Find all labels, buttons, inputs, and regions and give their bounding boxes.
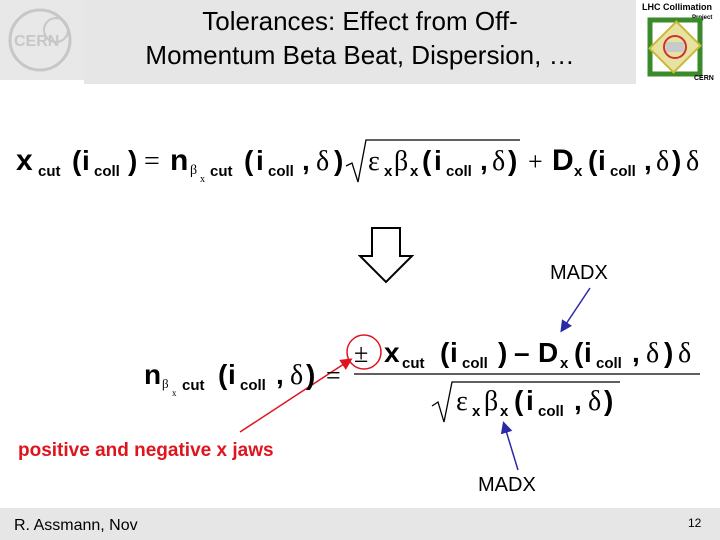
eq1-beta-x: x [410,163,419,180]
eq2-delta-3: δ [678,338,692,369]
footer-author: R. Assmann, Nov [14,517,138,534]
eq2-paren-close-4: ) [604,385,614,416]
eq2-cut-sub: cut [182,377,205,394]
eq1-paren-open-3: ( [422,145,432,176]
eq2-comma-2: , [632,337,640,368]
eq2-i: i [228,359,236,390]
eq1-comma: , [302,145,310,176]
eq2-delta: δ [290,360,304,391]
eq2-D-x-sub: x [560,355,569,372]
lhc-logo-line-2: Project [692,15,713,21]
eq2-minus: – [514,337,530,368]
eq2-x: x [384,337,400,368]
eq1-eps-x-sub: x [384,163,393,180]
lhc-logo-line-3: CERN [694,75,714,82]
eq2-coll-sub-4: coll [538,403,564,420]
eq1-delta-4: δ [686,146,700,177]
madx-top-arrow [562,288,590,330]
equation-bottom [0,330,720,430]
eq2-paren-open-2: ( [440,337,450,368]
eq2-paren-open-4: ( [514,385,524,416]
eq1-n: n [170,144,189,177]
eq1-equals: = [144,146,160,177]
eq2-plus-minus: ± [354,339,369,368]
page-number: 12 [688,516,702,530]
eq2-coll-sub-3: coll [596,355,622,372]
eq2-paren-close-3: ) [664,337,674,368]
eq1-paren-open-2: ( [244,145,254,176]
title-line-2: Momentum Beta Beat, Dispersion, … [145,40,575,70]
eq1-comma-3: , [644,145,652,176]
eq2-beta-sub: β [162,376,169,391]
eq2-paren-open: ( [218,359,228,390]
lhc-logo-line-1: LHC Collimation [642,2,712,12]
eq2-beta: β [484,386,499,417]
eq2-comma-3: , [574,385,582,416]
eq2-coll-sub: coll [240,377,266,394]
eq2-beta-x: x [500,403,509,420]
eq2-n: n [144,359,162,390]
eq2-D: D [538,337,559,368]
title-line-1: Tolerances: Effect from Off- [202,6,518,36]
jaws-note: positive and negative x jaws [18,440,274,461]
eq1-paren-close-2: ) [334,145,344,176]
cern-logo-text: CERN [14,33,60,50]
eq2-i-4: i [526,385,534,416]
eq1-delta-3: δ [656,146,670,177]
eq2-paren-close: ) [306,359,316,390]
eq1-epsilon: ε [368,146,380,177]
eq2-eps-x-sub: x [472,403,481,420]
madx-label-bottom: MADX [478,474,536,496]
eq2-epsilon: ε [456,386,468,417]
eq2-beta-x-sub: x [172,388,177,398]
eq2-delta-2: δ [646,338,660,369]
eq1-D: D [552,144,574,177]
eq1-beta-x-sub: x [200,174,205,185]
eq1-D-x-sub: x [574,163,583,180]
eq2-i-3: i [584,337,592,368]
eq1-i-2: i [256,145,264,176]
eq1-beta: β [394,146,409,177]
eq1-beta-sub: β [190,163,198,178]
eq1-paren-open: ( [72,145,82,176]
eq1-paren-close-4: ) [672,145,682,176]
eq1-cut-sub: cut [38,163,61,180]
madx-bottom-arrow [504,424,518,470]
eq1-delta-2: δ [492,146,506,177]
eq1-comma-2: , [480,145,488,176]
eq2-cut-sub-2: cut [402,355,425,372]
eq2-paren-open-3: ( [574,337,584,368]
eq2-delta-4: δ [588,386,602,417]
eq2-comma: , [276,359,284,390]
eq1-i: i [82,145,90,176]
eq1-delta: δ [316,146,330,177]
eq1-coll-sub-2: coll [268,163,294,180]
eq2-i-2: i [450,337,458,368]
eq1-paren-close: ) [128,145,138,176]
eq2-equals: = [326,361,341,390]
eq1-paren-close-3: ) [508,145,518,176]
eq1-i-3: i [434,145,442,176]
eq1-coll-sub-4: coll [610,163,636,180]
eq2-paren-close-2: ) [498,337,508,368]
eq1-coll-sub-3: coll [446,163,472,180]
madx-label-top: MADX [550,262,608,284]
eq2-coll-sub-2: coll [462,355,488,372]
eq1-x: x [16,144,33,177]
eq1-cut-sub-2: cut [210,163,233,180]
eq1-coll-sub: coll [94,163,120,180]
eq1-plus: + [528,147,543,176]
eq1-i-4: i [598,145,606,176]
eq1-paren-open-4: ( [588,145,598,176]
